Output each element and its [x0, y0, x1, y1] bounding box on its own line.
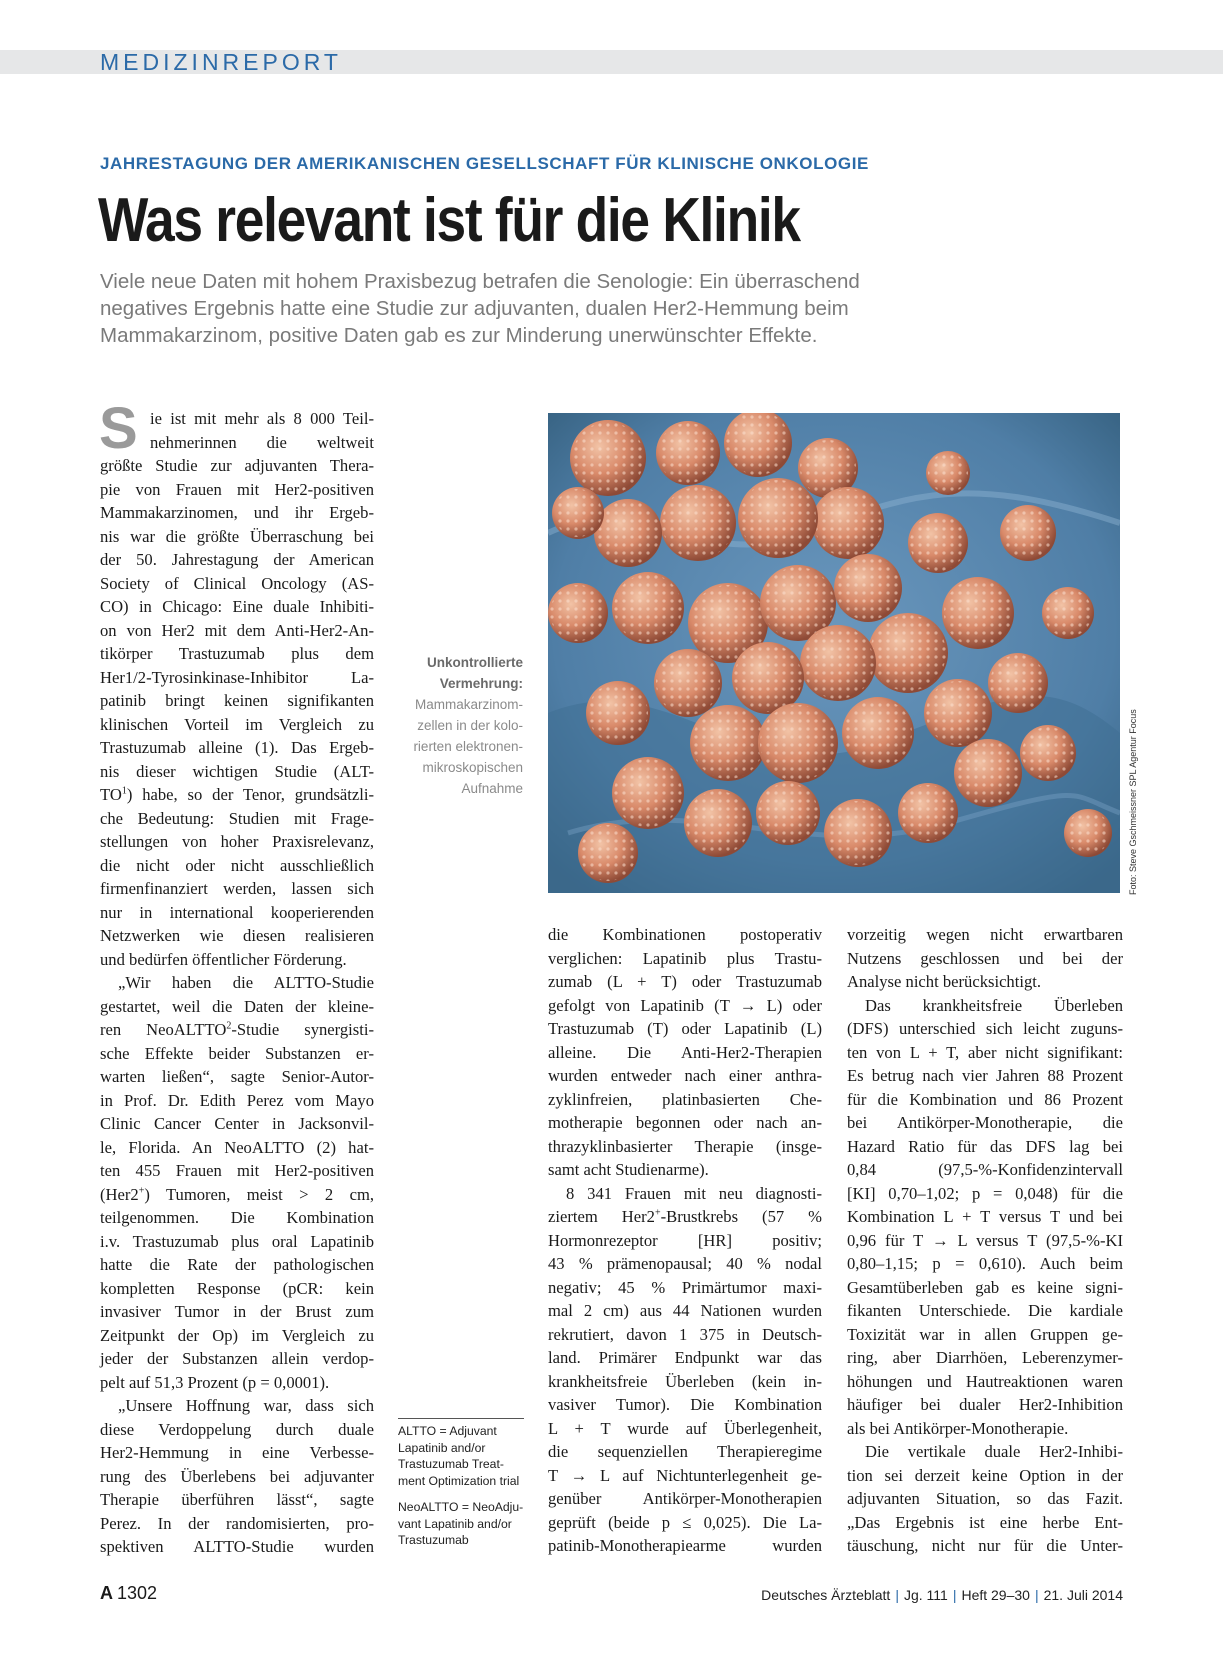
text-line: negativ; 45 % Primärtumor maxi-	[548, 1277, 822, 1297]
text-line: ren NeoALTTO$^2$-Studie synergisti-	[100, 1020, 374, 1039]
cell-texture	[944, 579, 1012, 647]
text-line: Society of Clinical Oncology (AS-	[100, 573, 374, 593]
cell-texture	[614, 574, 682, 642]
text-line: gestartet, weil die Daten der kleine-	[100, 996, 374, 1016]
footnote-line: Trastuzumab	[398, 1533, 469, 1547]
text-line: pelt auf 51,3 Prozent (p = 0,0001).	[100, 1372, 330, 1392]
caption-text-line: rierten elektronen-	[413, 739, 523, 754]
text-line: 43 % prämenopausal; 40 % nodal	[548, 1254, 822, 1273]
text-line: geprüft (beide p ≤ 0,025). Die La-	[548, 1512, 822, 1532]
text-line: Trastuzumab (T) oder Lapatinib (L)	[548, 1019, 822, 1038]
cell-texture	[572, 422, 644, 494]
text-line: „Unsere Hoffnung war, dass sich	[118, 1396, 374, 1415]
footer-citation: Deutsches Ärzteblatt | Jg. 111 | Heft 29–30 | 21. Juli 2014	[761, 1587, 1123, 1603]
footnote-line: ALTTO = Adjuvant	[398, 1424, 497, 1438]
text-line: spektiven ALTTO-Studie wurden	[100, 1537, 374, 1556]
text-line: als bei Antikörper-Monotherapie.	[847, 1418, 1069, 1438]
text-line: kompletten Response (pCR: kein	[100, 1278, 374, 1298]
cell-texture	[814, 489, 882, 557]
caption-title-line: Vermehrung:	[439, 676, 523, 691]
text-line: zumab (L + T) oder Trastuzumab	[548, 972, 822, 991]
cell-texture	[760, 705, 836, 781]
footer-volume: Jg. 111	[903, 1587, 948, 1603]
text-line: ten 455 Frauen mit Her2-positiven	[100, 1161, 374, 1180]
footnote-rule	[398, 1418, 524, 1419]
text-line: L + T wurde auf Überlegenheit,	[548, 1418, 822, 1438]
text-line: pie von Frauen mit Her2-positiven	[100, 479, 374, 499]
cell-texture	[726, 413, 790, 475]
text-line: Gesamtüberleben gab es keine signi-	[847, 1277, 1123, 1297]
text-line: wurden entweder nach einer anthra-	[548, 1066, 822, 1085]
footnote-altto	[398, 1423, 526, 1489]
cell-texture	[910, 515, 966, 571]
text-line: i.v. Trastuzumab plus oral Lapatinib	[100, 1231, 374, 1251]
text-line: zyklinfreien, platinbasierten Che-	[548, 1089, 822, 1109]
text-line: 0,84 (97,5-%-Konfidenzintervall	[847, 1160, 1123, 1179]
cell-texture	[550, 585, 606, 641]
cell-texture	[826, 801, 890, 865]
text-line: größte Studie zur adjuvanten Thera-	[100, 456, 374, 475]
drop-cap-letter: S	[99, 404, 138, 454]
text-line: thrazyklinbasierter Therapie (insge-	[548, 1136, 822, 1156]
cell-texture	[1044, 589, 1092, 637]
text-line: T → L auf Nichtunterlegenheit ge-	[548, 1465, 822, 1485]
text-line: ie ist mit mehr als 8 000 Teil-	[150, 409, 374, 428]
cell-texture	[1022, 727, 1074, 779]
text-line: tikörper Trastuzumab plus dem	[100, 644, 374, 663]
text-line: fikanten Unterschiede. Die kardiale	[847, 1301, 1123, 1320]
text-line: le, Florida. An NeoALTTO (2) hat-	[100, 1137, 374, 1157]
text-line: tion sei derzeit keine Option in der	[847, 1465, 1123, 1485]
cell-texture	[580, 825, 636, 881]
text-line: hatte die Rate der pathologischen	[100, 1255, 374, 1274]
text-line: firmenfinanziert werden, lassen sich	[100, 879, 374, 898]
text-line: in Prof. Dr. Edith Perez vom Mayo	[100, 1090, 374, 1110]
text-line: patinib bringt keinen signifikanten	[100, 691, 374, 710]
lead-line: Viele neue Daten mit hohem Praxisbezug betrafen die Senologie: Ein überraschend	[100, 270, 860, 293]
cell-texture	[836, 556, 900, 620]
page-prefix: A	[100, 1583, 113, 1603]
text-line: und bedürfen öffentlicher Förderung.	[100, 949, 347, 969]
text-line: CO) in Chicago: Eine duale Inhibiti-	[100, 597, 374, 616]
footer-date: 21. Juli 2014	[1043, 1587, 1123, 1603]
text-line: teilgenommen. Die Kombination	[100, 1208, 374, 1227]
text-line: rekrutiert, davon 1 375 in Deutsch-	[548, 1324, 822, 1344]
lead-line: Mammakarzinom, positive Daten gab es zur Minderung unerwünschter Effekte.	[100, 324, 818, 347]
text-line: land. Primärer Endpunkt war das	[548, 1348, 822, 1367]
text-line: ten von L + T, aber nicht signifikant:	[847, 1042, 1123, 1062]
text-line: nehmerinnen die weltweit	[150, 432, 374, 452]
text-line: che Bedeutung: Studien mit Frage-	[100, 808, 374, 828]
text-line: (Her2+) Tumoren, meist > 2 cm,	[100, 1184, 374, 1204]
text-line: motherapie begonnen oder nach an-	[548, 1113, 822, 1132]
footnote-line: NeoALTTO = NeoAdju-	[398, 1500, 524, 1514]
body-column-2	[548, 923, 822, 1558]
cell-texture	[692, 707, 764, 779]
text-line: adjuvanten Situation, so das Fazit.	[847, 1489, 1123, 1508]
footnote-line: ment Optimization trial	[398, 1473, 520, 1488]
caption-title-line: Unkontrollierte	[426, 655, 523, 670]
text-line: krankheitsfreie Überleben (kein in-	[548, 1371, 822, 1391]
text-line: rung des Überlebens bei adjuvanter	[100, 1466, 374, 1486]
micrograph-photo	[548, 413, 1120, 893]
text-line: täuschung, nicht nur für die Unter-	[847, 1536, 1123, 1555]
cell-texture	[802, 627, 874, 699]
page-number	[100, 1583, 157, 1604]
text-line: klinischen Vorteil im Vergleich zu	[100, 714, 374, 734]
text-line: Analyse nicht berücksichtigt.	[847, 972, 1042, 991]
photo-caption	[395, 652, 523, 799]
photo-credit: Foto: Steve Gschmeissner SPL Agentur Focus	[1128, 709, 1138, 895]
cell-texture	[956, 741, 1020, 805]
text-line: Her1/2-Tyrosinkinase-Inhibitor La-	[100, 667, 374, 687]
text-line: ziertem Her2+-Brustkrebs (57 %	[548, 1207, 822, 1226]
text-line: Kombination L + T versus T und bei	[847, 1207, 1123, 1226]
cell-texture	[656, 651, 720, 715]
text-line: die Kombinationen postoperativ	[548, 925, 822, 944]
text-line: Toxizität war in allen Gruppen ge-	[847, 1324, 1123, 1344]
cell-texture	[686, 791, 750, 855]
text-line: on von Her2 mit dem Anti-Her2-An-	[100, 620, 374, 640]
text-line: häufiger bei dualer Her2-Inhibition	[847, 1395, 1123, 1414]
article-kicker: JAHRESTAGUNG DER AMERIKANISCHEN GESELLSCHAFT FÜR KLINISCHE ONKOLOGIE	[100, 154, 869, 173]
cell-texture	[614, 759, 682, 827]
text-line: Es betrug nach vier Jahren 88 Prozent	[847, 1066, 1123, 1085]
text-line: „Wir haben die ALTTO-Studie	[118, 973, 374, 992]
text-line: die nicht oder nicht ausschließlich	[100, 855, 374, 875]
footnote-line: Lapatinib and/or	[398, 1440, 486, 1455]
text-line: samt acht Studienarme).	[548, 1160, 709, 1179]
text-line: patinib-Monotherapiearme wurden	[548, 1536, 822, 1555]
cell-texture	[554, 489, 602, 537]
cell-texture	[658, 423, 718, 483]
text-line: sche Effekte beider Substanzen er-	[100, 1043, 374, 1063]
text-line: Hormonrezeptor [HR] positiv;	[548, 1230, 822, 1250]
cell-texture	[926, 681, 990, 745]
text-line: Her2-Hemmung in eine Verbesse-	[100, 1443, 374, 1462]
text-line: für die Kombination und 86 Prozent	[847, 1089, 1123, 1109]
text-line: der 50. Jahrestagung der American	[100, 550, 374, 569]
micrograph-illustration	[548, 413, 1120, 893]
cell-texture	[740, 480, 816, 556]
text-line: Perez. In der randomisierten, pro-	[100, 1513, 374, 1533]
text-line: „Das Ergebnis ist eine herbe Ent-	[847, 1512, 1123, 1532]
cell-texture	[900, 785, 956, 841]
text-line: Nutzens geschlossen und bei der	[847, 948, 1123, 968]
text-line: Das krankheitsfreie Überleben	[865, 995, 1123, 1015]
cell-texture	[758, 783, 818, 843]
text-line: Netzwerken wie diesen realisieren	[100, 926, 374, 945]
text-line: 0,80–1,15; p = 0,610). Auch beim	[847, 1254, 1123, 1273]
text-line: Mammakarzinomen, und ihr Ergeb-	[100, 503, 374, 522]
cell-texture	[1066, 811, 1110, 855]
footnote-neoaltto	[398, 1499, 526, 1549]
text-line: mal 2 cm) aus 44 Nationen wurden	[548, 1301, 822, 1320]
text-line: [KI] 0,70–1,02; p = 0,048) für die	[847, 1183, 1123, 1203]
article-title: Was relevant ist für die Klinik	[98, 186, 800, 255]
text-line: (DFS) unterschied sich leicht zuguns-	[847, 1019, 1123, 1038]
cell-texture	[870, 615, 946, 691]
footnote-line: Trastuzumab Treat-	[398, 1457, 504, 1471]
text-line: genüber Antikörper-Monotherapien	[548, 1489, 822, 1508]
footer-issue: Heft 29–30	[961, 1587, 1030, 1603]
article-lead	[100, 268, 980, 349]
text-line: alleine. Die Anti-Her2-Therapien	[548, 1042, 822, 1062]
body-column-1	[100, 407, 374, 1559]
lead-line: negatives Ergebnis hatte eine Studie zur adjuvanten, dualen Her2-Hemmung beim	[100, 297, 849, 320]
caption-text-line: Aufnahme	[461, 781, 523, 796]
text-line: ring, aber Diarrhöen, Leberenzymer-	[847, 1348, 1123, 1367]
text-line: Die vertikale duale Her2-Inhibi-	[865, 1442, 1123, 1461]
cell-texture	[928, 453, 968, 493]
text-line: Hazard Ratio für das DFS lag bei	[847, 1136, 1123, 1156]
text-line: Trastuzumab alleine (1). Das Ergeb-	[100, 738, 374, 757]
text-line: 8 341 Frauen mit neu diagnosti-	[566, 1183, 822, 1203]
cell-texture	[1002, 507, 1054, 559]
cell-texture	[844, 699, 912, 767]
body-column-3	[847, 923, 1123, 1558]
cell-texture	[990, 655, 1046, 711]
caption-text-line: zellen in der kolo-	[417, 718, 523, 733]
text-line: bei Antikörper-Monotherapie, die	[847, 1113, 1123, 1132]
text-line: Zeitpunkt der Op) im Vergleich zu	[100, 1325, 374, 1345]
text-line: nis war die größte Überraschung bei	[100, 526, 374, 546]
footnotes	[398, 1423, 526, 1559]
cell-texture	[596, 501, 660, 565]
text-line: Therapie überführen lässt“, sagte	[100, 1490, 374, 1509]
text-line: $TO^1$) habe, so der Tenor, grundsätzli-	[100, 785, 374, 804]
text-line: invasiver Tumor in der Brust zum	[100, 1302, 374, 1321]
page-number-value: 1302	[117, 1583, 158, 1603]
text-line: stellungen von hoher Praxisrelevanz,	[100, 832, 374, 851]
text-line: diese Verdoppelung durch duale	[100, 1419, 374, 1439]
cell-texture	[734, 644, 802, 712]
section-label: MEDIZINREPORT	[100, 49, 342, 75]
text-line: vasiver Tumor). Die Kombination	[548, 1395, 822, 1414]
text-line: höhungen und Hautreaktionen waren	[847, 1371, 1123, 1391]
cell-texture	[662, 487, 734, 559]
text-line: 0,96 für T → L versus T (97,5-%-KI	[847, 1230, 1123, 1250]
text-line: verglichen: Lapatinib plus Trastu-	[548, 948, 822, 968]
text-line: warten ließen“, sagte Senior-Autor-	[100, 1067, 374, 1086]
text-line: jeder der Substanzen allein verdop-	[100, 1349, 374, 1368]
text-line: Clinic Cancer Center in Jacksonvil-	[100, 1114, 374, 1133]
text-line: vorzeitig wegen nicht erwartbaren	[847, 925, 1123, 944]
footnote-line: vant Lapatinib and/or	[398, 1516, 512, 1531]
text-line: nur in international kooperierenden	[100, 902, 374, 922]
footer-journal: Deutsches Ärzteblatt	[761, 1587, 891, 1603]
cell-texture	[588, 683, 648, 743]
text-line: nis dieser wichtigen Studie (ALT-	[100, 761, 374, 781]
text-line: gefolgt von Lapatinib (T → L) oder	[548, 995, 822, 1015]
caption-text-line: mikroskopischen	[422, 760, 523, 775]
text-line: die sequenziellen Therapieregime	[548, 1442, 822, 1461]
caption-text-line: Mammakarzinom-	[414, 697, 523, 712]
